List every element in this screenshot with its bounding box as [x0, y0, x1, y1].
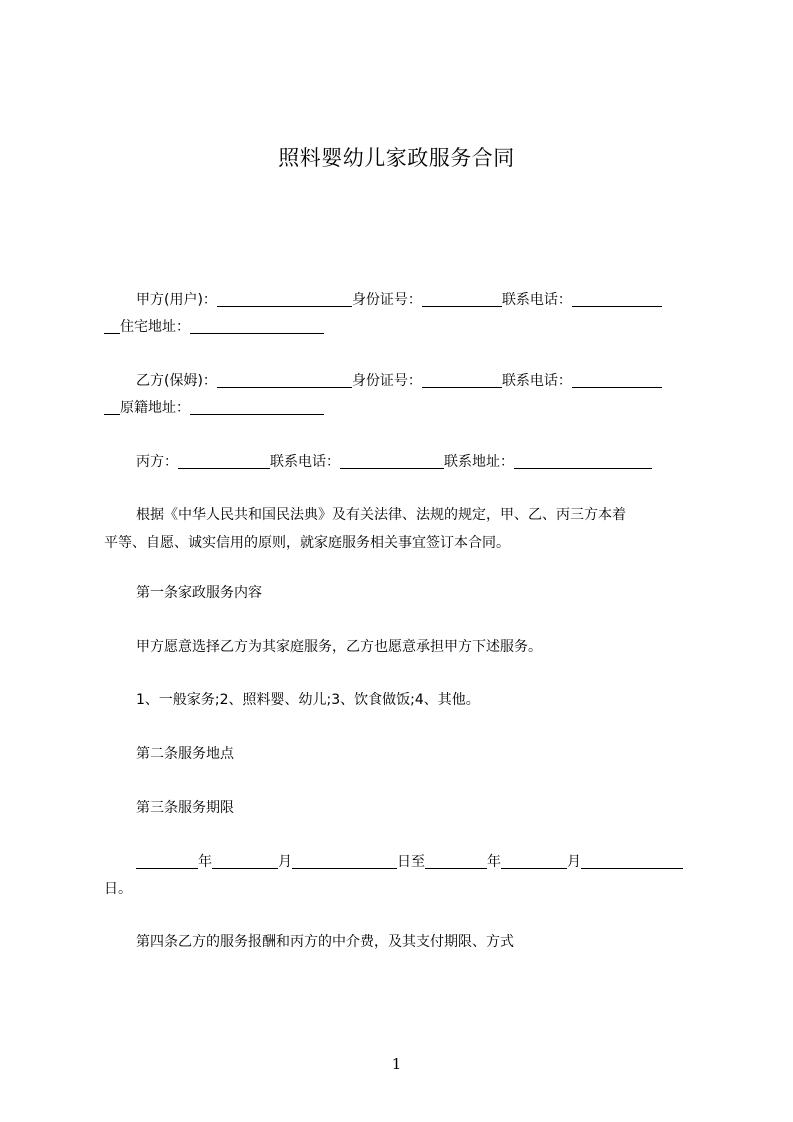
- service-period-end: 日。: [104, 881, 132, 897]
- party-b-line: [104, 368, 734, 395]
- party-a-label: 甲方(用户)：: [136, 292, 217, 308]
- party-c-line: [104, 449, 734, 476]
- party-c-phone-label: 联系电话：: [270, 454, 340, 470]
- party-b-address-line: [104, 395, 702, 422]
- party-b-phone-blank-cont[interactable]: [104, 399, 120, 415]
- service-period-line: [104, 849, 734, 876]
- party-a-address-line: [104, 314, 702, 341]
- end-year-blank[interactable]: [425, 853, 487, 869]
- end-month-blank[interactable]: [501, 853, 567, 869]
- party-c-address-label: 联系地址：: [444, 454, 514, 470]
- party-a-address-label: 住宅地址：: [120, 319, 190, 335]
- article-4-heading: 第四条乙方的服务报酬和丙方的中介费，及其支付期限、方式: [136, 934, 514, 950]
- article-1-text: 甲方愿意选择乙方为其家庭服务，乙方也愿意承担甲方下述服务。: [136, 639, 542, 655]
- party-b-address-blank[interactable]: [190, 399, 324, 415]
- party-c-name-blank[interactable]: [178, 453, 270, 469]
- page-number: 1: [391, 1055, 402, 1073]
- end-year-label: 年: [487, 854, 501, 870]
- party-a-phone-blank-cont[interactable]: [104, 318, 120, 334]
- article-3-heading: 第三条服务期限: [136, 800, 234, 816]
- party-c-label: 丙方：: [136, 454, 178, 470]
- article-1-heading: 第一条家政服务内容: [136, 585, 262, 601]
- party-a-phone-label: 联系电话：: [501, 292, 572, 308]
- start-month-label: 月: [278, 854, 292, 870]
- party-b-phone-blank[interactable]: [572, 372, 662, 388]
- party-b-id-blank[interactable]: [422, 372, 502, 388]
- preamble-line-1: 根据《中华人民共和国民法典》及有关法律、法规的规定，甲、乙、丙三方本着: [136, 507, 626, 523]
- article-2-heading: 第二条服务地点: [136, 746, 234, 762]
- party-b-address-label: 原籍地址：: [120, 400, 190, 416]
- party-a-id-label: 身份证号：: [351, 292, 422, 308]
- party-b-id-label: 身份证号：: [351, 373, 422, 389]
- preamble-line-2: 平等、自愿、诚实信用的原则，就家庭服务相关事宜签订本合同。: [104, 535, 510, 551]
- start-year-blank[interactable]: [136, 853, 198, 869]
- day-to-label: 日至: [397, 854, 425, 870]
- party-b-phone-label: 联系电话：: [501, 373, 572, 389]
- party-b-name-blank[interactable]: [217, 372, 352, 388]
- party-c-phone-blank[interactable]: [340, 453, 444, 469]
- party-a-address-blank[interactable]: [190, 318, 324, 334]
- end-month-label: 月: [567, 854, 581, 870]
- start-year-label: 年: [198, 854, 212, 870]
- party-a-line: [104, 287, 734, 314]
- article-1-items: 1、一般家务;2、照料婴、幼儿;3、饮食做饭;4、其他。: [136, 692, 480, 708]
- party-a-id-blank[interactable]: [422, 291, 502, 307]
- start-month-blank[interactable]: [212, 853, 278, 869]
- party-c-address-blank[interactable]: [514, 453, 652, 469]
- party-a-name-blank[interactable]: [217, 291, 352, 307]
- party-b-label: 乙方(保姆)：: [136, 373, 217, 389]
- party-a-phone-blank[interactable]: [572, 291, 662, 307]
- start-day-blank[interactable]: [292, 853, 397, 869]
- end-day-blank[interactable]: [581, 853, 683, 869]
- page-title: 照料婴幼儿家政服务合同: [278, 146, 515, 170]
